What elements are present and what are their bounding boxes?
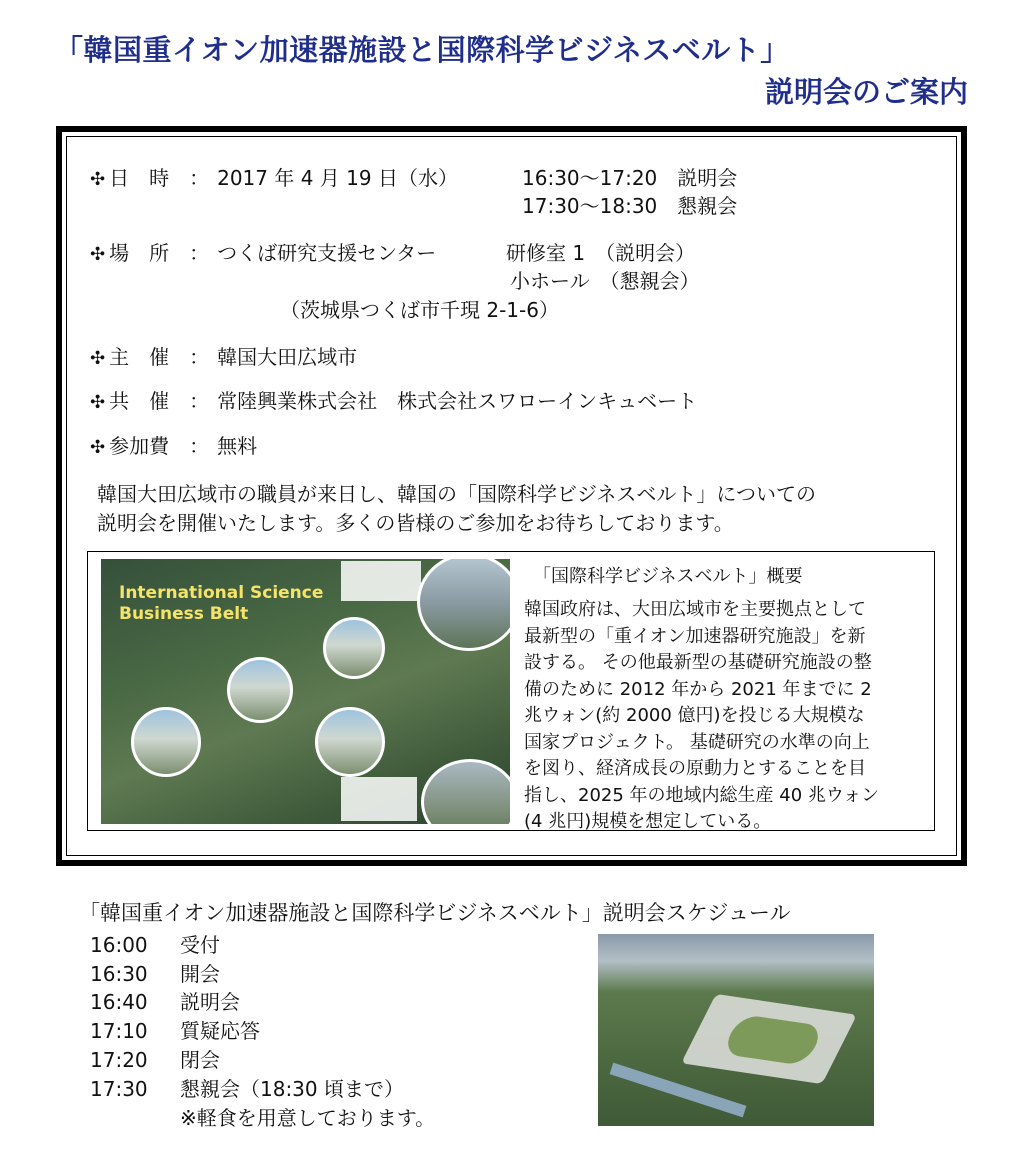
map-title: International Science Business Belt xyxy=(119,583,324,624)
business-belt-map-image xyxy=(101,559,510,824)
overview-text: 韓国政府は、大田広域市を主要拠点として 最新型の「重イオン加速器研究施設」を新 設する。 その他最新型の基礎研究施設の整 備のために 2012 年から 2021 年までに 2 兆ウォン(約 2000 億円)を投じる大規模な 国家プロジェクト。 基礎研究の水準の向上 を図り、経済成長の原動力とすることを目 指し、2025 年の地域内総生産 40 兆ウォン (4 兆円)規模を想定している。 xyxy=(524,599,880,832)
host-value: 韓国大田広域市 xyxy=(217,345,358,369)
venue: つくば研究支援センター xyxy=(217,241,437,265)
event-1: 説明会 xyxy=(677,166,738,190)
schedule-item: 16:30 開会 xyxy=(90,962,220,986)
page-title-line2: 説明会のご案内 xyxy=(764,75,968,109)
time-row-1 xyxy=(522,165,737,192)
place-row xyxy=(90,240,436,267)
clover-bullet-icon: ✣ xyxy=(90,348,106,369)
room-2: 小ホール （懇親会） xyxy=(510,269,700,293)
colon: ： xyxy=(189,166,210,190)
time-row-2 xyxy=(522,193,737,220)
map-note xyxy=(341,777,417,821)
colon: ： xyxy=(189,241,210,265)
clover-bullet-icon: ✣ xyxy=(90,392,106,413)
schedule-item: 17:20 閉会 xyxy=(90,1048,220,1072)
map-inset-photo xyxy=(421,759,510,824)
cohost-label: 共 催 xyxy=(109,389,170,413)
room-1: 研修室 1 （説明会） xyxy=(506,241,696,265)
schedule-item: 17:10 質疑応答 xyxy=(90,1019,260,1043)
map-note xyxy=(341,561,421,601)
event-2: 懇親会 xyxy=(677,194,738,218)
host-row xyxy=(90,344,357,371)
schedule-title: 「韓国重イオン加速器施設と国際科学ビジネスベルト」説明会スケジュール xyxy=(79,901,791,925)
colon: ： xyxy=(189,345,210,369)
description: 韓国大田広域市の職員が来日し、韓国の「国際科学ビジネスベルト」についての 説明会を開催いたします。多くの皆様のご参加をお待ちしております。 xyxy=(97,482,816,535)
clover-bullet-icon: ✣ xyxy=(90,169,106,190)
time-1: 16:30〜17:20 xyxy=(522,166,658,190)
schedule-item: 16:00 受付 xyxy=(90,933,220,957)
clover-bullet-icon: ✣ xyxy=(90,244,106,265)
fee-row xyxy=(90,433,257,460)
map-inset-photo xyxy=(131,707,201,777)
colon: ： xyxy=(189,434,210,458)
schedule-item: 17:30 懇親会（18:30 頃まで） xyxy=(90,1077,404,1101)
map-inset-photo xyxy=(315,707,385,777)
colon: ： xyxy=(189,389,210,413)
accelerator-facility-photo xyxy=(598,934,874,1126)
fee-label: 参加費 xyxy=(109,434,170,458)
datetime-row xyxy=(90,165,458,192)
event-date: 2017 年 4 月 19 日（水） xyxy=(217,166,458,190)
schedule-note: ※軽食を用意しております。 xyxy=(180,1106,436,1130)
overview-title: 「国際科学ビジネスベルト」概要 xyxy=(533,566,803,587)
time-2: 17:30〜18:30 xyxy=(522,194,658,218)
clover-bullet-icon: ✣ xyxy=(90,437,106,458)
place-label: 場 所 xyxy=(109,241,170,265)
host-label: 主 催 xyxy=(109,345,170,369)
schedule-item: 16:40 説明会 xyxy=(90,990,240,1014)
address: （茨城県つくば市千現 2-1-6） xyxy=(280,298,559,322)
map-inset-photo xyxy=(227,657,293,723)
page-title-line1: 「韓国重イオン加速器施設と国際科学ビジネスベルト」 xyxy=(54,33,790,67)
datetime-label: 日 時 xyxy=(109,166,170,190)
fee-value: 無料 xyxy=(217,434,258,458)
cohost-row xyxy=(90,388,697,415)
cohost-value: 常陸興業株式会社 株式会社スワローインキュベート xyxy=(217,389,698,413)
map-inset-photo xyxy=(323,617,385,679)
map-inset-photo xyxy=(417,559,510,651)
